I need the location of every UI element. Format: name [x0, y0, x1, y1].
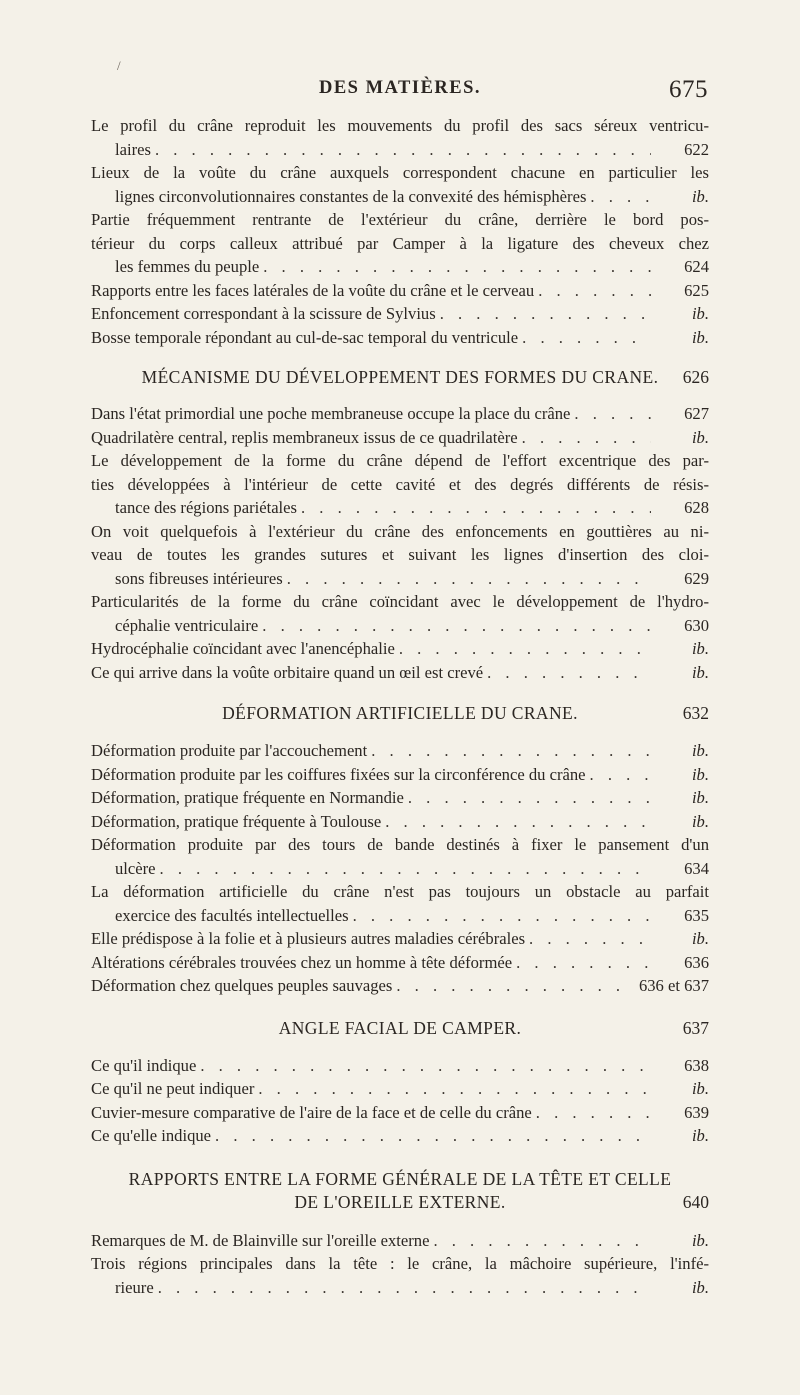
- dot-leader: [440, 302, 651, 326]
- entry-row: [91, 810, 709, 834]
- entry-line: céphalie ventriculaire: [115, 615, 259, 635]
- entry-line: térieur du corps calleux attribué par Camper à la ligature des cheveux chez: [91, 233, 709, 253]
- entry-group-2: [91, 402, 709, 684]
- entry-line: rieure: [115, 1277, 154, 1297]
- page-reference: ib.: [691, 1277, 709, 1297]
- toc-entry: [91, 114, 709, 161]
- toc-entry: [91, 590, 709, 637]
- page-reference: ib.: [691, 662, 709, 682]
- toc-entry: [91, 326, 709, 350]
- entry-line: Trois régions principales dans la tête : le crâne, la mâchoire supérieure, l'infé-: [91, 1254, 709, 1273]
- dot-leader: [158, 1276, 651, 1300]
- page-reference: 635: [684, 905, 709, 925]
- entry-row: [91, 302, 709, 326]
- entry-row: [91, 739, 709, 763]
- toc-entry: [91, 1124, 709, 1148]
- page-reference: 630: [684, 615, 709, 635]
- entry-line: Ce qu'elle indique: [91, 1126, 212, 1145]
- page-reference: ib.: [691, 764, 709, 784]
- toc-entry: [91, 302, 709, 326]
- running-title: DES MATIÈRES.: [318, 78, 482, 98]
- entry-line: Ce qui arrive dans la voûte orbitaire quand un œil est crevé: [91, 662, 484, 682]
- dot-leader: [516, 951, 651, 975]
- dot-leader: [258, 1077, 651, 1101]
- entry-line: tance des régions pariétales: [115, 498, 297, 517]
- dot-leader: [262, 614, 651, 638]
- entry-row: [91, 1054, 709, 1078]
- toc-entry: [91, 810, 709, 834]
- entry-row: [91, 763, 709, 787]
- entry-line: lignes circonvolutionnaires constantes de la convexité des hémisphères: [115, 186, 587, 206]
- section-page: 626: [682, 367, 709, 387]
- page-reference: 636: [684, 952, 709, 972]
- dot-leader: [536, 1101, 651, 1125]
- toc-entry: [91, 763, 709, 787]
- dot-leader: [155, 138, 651, 162]
- entry-line: La déformation artificielle du crâne n'est pas toujours un obstacle au parfait: [91, 882, 709, 901]
- page-reference: 639: [684, 1102, 709, 1122]
- toc-entry: [91, 279, 709, 303]
- toc-entry: [91, 520, 709, 591]
- page-reference: 629: [684, 568, 709, 588]
- entry-last-line: [91, 255, 709, 279]
- dot-leader: [160, 857, 651, 881]
- toc-entry: [91, 880, 709, 927]
- section-heading-mecanisme: [91, 367, 709, 388]
- dot-leader: [522, 426, 651, 450]
- entry-line: Ce qu'il indique: [91, 1055, 197, 1075]
- page-reference: ib.: [691, 741, 709, 760]
- section-title-line-2: DE L'OREILLE EXTERNE.: [294, 1191, 506, 1212]
- entry-last-line: [91, 1276, 709, 1300]
- page-reference: ib.: [691, 1126, 709, 1145]
- dot-leader: [371, 739, 651, 763]
- entry-line: laires: [115, 139, 151, 159]
- page-reference: ib.: [691, 304, 709, 323]
- toc-entry: [91, 426, 709, 450]
- toc-entry: [91, 951, 709, 975]
- toc-entry: [91, 402, 709, 426]
- toc-entry: [91, 786, 709, 810]
- entry-row: [91, 1229, 709, 1253]
- toc-entry: [91, 927, 709, 951]
- section-heading-deformation: [91, 703, 709, 724]
- entry-line: Ce qu'il ne peut indiquer: [91, 1079, 255, 1098]
- page-reference: 634: [684, 858, 709, 878]
- entry-line: Bosse temporale répondant au cul-de-sac temporal du ventricule: [91, 327, 519, 347]
- entry-group-1: [91, 114, 709, 349]
- entry-line: exercice des facultés intellectuelles: [115, 905, 349, 925]
- dot-leader: [529, 927, 651, 951]
- entry-row: [91, 326, 709, 350]
- entry-last-line: [91, 567, 709, 591]
- toc-entry: [91, 637, 709, 661]
- dot-leader: [301, 496, 651, 520]
- entry-line: Altérations cérébrales trouvées chez un homme à tête déformée: [91, 952, 513, 972]
- toc-entry: [91, 661, 709, 685]
- margin-mark: /: [117, 58, 121, 73]
- toc-entry: [91, 739, 709, 763]
- dot-leader: [487, 661, 651, 685]
- running-header: [0, 76, 800, 108]
- entry-row: [91, 637, 709, 661]
- entry-last-line: [91, 614, 709, 638]
- entry-line: Hydrocéphalie coïncidant avec l'anencéphalie: [91, 639, 395, 658]
- dot-leader: [399, 637, 651, 661]
- page-reference: 638: [684, 1055, 709, 1075]
- toc-entry: [91, 1101, 709, 1125]
- entry-line: Déformation produite par les coiffures fixées sur la circonférence du crâne: [91, 764, 586, 784]
- page-reference: ib.: [691, 811, 709, 831]
- dot-leader: [538, 279, 651, 303]
- entry-line: sons fibreuses intérieures: [115, 568, 283, 588]
- section-heading-rapports: [91, 1168, 709, 1214]
- entry-row: [91, 661, 709, 685]
- entry-group-4: [91, 1054, 709, 1148]
- page-reference: 624: [684, 257, 709, 276]
- toc-entry: [91, 1252, 709, 1299]
- toc-entry: [91, 833, 709, 880]
- entry-line: Déformation produite par l'accouchement: [91, 741, 368, 760]
- entry-line: Enfoncement correspondant à la scissure de Sylvius: [91, 304, 436, 323]
- entry-line: les femmes du peuple: [115, 257, 260, 276]
- section-heading-angle-facial: [91, 1018, 709, 1039]
- page-reference: 622: [684, 139, 709, 159]
- entry-row: [91, 402, 709, 426]
- entry-line: On voit quelquefois à l'extérieur du crâne des enfoncements en gouttières au ni-: [91, 521, 709, 541]
- entry-line: Le développement de la forme du crâne dépend de l'effort excentrique des par-: [91, 451, 709, 470]
- page-reference: ib.: [691, 427, 709, 447]
- entry-row: [91, 951, 709, 975]
- dot-leader: [287, 567, 651, 591]
- dot-leader: [200, 1054, 651, 1078]
- entry-row: [91, 927, 709, 951]
- section-title-line-1: RAPPORTS ENTRE LA FORME GÉNÉRALE DE LA TÊTE ET CELLE: [128, 1168, 672, 1189]
- entry-line: Dans l'état primordial une poche membraneuse occupe la place du crâne: [91, 404, 571, 423]
- entry-line: Cuvier-mesure comparative de l'aire de la face et de celle du crâne: [91, 1102, 532, 1122]
- entry-line: ties développées à l'intérieur de cette cavité et des degrés différents de résis-: [91, 474, 709, 494]
- page-reference: 627: [684, 404, 709, 423]
- entry-row: [91, 786, 709, 810]
- entry-row: [91, 1124, 709, 1148]
- dot-leader: [408, 786, 651, 810]
- toc-entry: [91, 449, 709, 520]
- dot-leader: [263, 255, 651, 279]
- page-reference: ib.: [691, 1079, 709, 1098]
- entry-line: Déformation chez quelques peuples sauvages: [91, 976, 393, 995]
- page-reference: ib.: [691, 186, 709, 206]
- dot-leader: [522, 326, 651, 350]
- entry-line: Déformation, pratique fréquente en Normandie: [91, 788, 404, 807]
- toc-entry: [91, 208, 709, 279]
- dot-leader: [590, 763, 651, 787]
- page-reference: ib.: [691, 929, 709, 948]
- section-title: MÉCANISME DU DÉVELOPPEMENT DES FORMES DU CRANE.: [141, 367, 659, 387]
- entry-row: [91, 426, 709, 450]
- entry-group-3: [91, 739, 709, 998]
- entry-line: Partie fréquemment rentrante de l'extérieur du crâne, derrière le bord pos-: [91, 210, 709, 229]
- entry-last-line: [91, 138, 709, 162]
- page-reference: ib.: [691, 639, 709, 658]
- page-reference: 636 et 637: [638, 976, 709, 995]
- toc-entry: [91, 161, 709, 208]
- section-title: ANGLE FACIAL DE CAMPER.: [278, 1017, 522, 1038]
- entry-last-line: [91, 857, 709, 881]
- entry-line: Elle prédispose à la folie et à plusieurs autres maladies cérébrales: [91, 929, 526, 948]
- entry-row: [91, 279, 709, 303]
- entry-line: veau de toutes les grandes sutures et suivant les lignes d'insertion des cloi-: [91, 545, 709, 564]
- entry-group-5: [91, 1229, 709, 1300]
- entry-last-line: [91, 496, 709, 520]
- entry-line: Lieux de la voûte du crâne auxquels correspondent chacune en particulier les: [91, 163, 709, 182]
- dot-leader: [590, 185, 651, 209]
- page-reference: 625: [684, 280, 709, 300]
- entry-line: Déformation produite par des tours de bande destinés à fixer le pansement d'un: [91, 835, 709, 854]
- section-page: 632: [682, 703, 709, 723]
- entry-line: Rapports entre les faces latérales de la voûte du crâne et le cerveau: [91, 280, 535, 300]
- entry-row: [91, 974, 709, 998]
- dot-leader: [385, 810, 651, 834]
- section-page: 637: [682, 1017, 709, 1038]
- toc-entry: [91, 1054, 709, 1078]
- page-reference: ib.: [691, 788, 709, 807]
- page-reference: 628: [684, 498, 709, 517]
- page-reference: ib.: [691, 1230, 709, 1250]
- entry-line: Remarques de M. de Blainville sur l'oreille externe: [91, 1230, 430, 1250]
- dot-leader: [574, 402, 651, 426]
- page-number: 675: [669, 76, 708, 103]
- entry-row: [91, 1101, 709, 1125]
- entry-line: Le profil du crâne reproduit les mouvements du profil des sacs séreux ventricu-: [91, 116, 709, 135]
- section-page: 640: [682, 1191, 709, 1212]
- entry-line: Particularités de la forme du crâne coïncidant avec le développement de l'hydro-: [91, 592, 709, 611]
- dot-leader: [396, 974, 633, 998]
- dot-leader: [433, 1229, 651, 1253]
- section-title: DÉFORMATION ARTIFICIELLE DU CRANE.: [222, 703, 578, 723]
- entry-line: ulcère: [115, 858, 156, 878]
- toc-entry: [91, 1077, 709, 1101]
- entry-row: [91, 1077, 709, 1101]
- dot-leader: [353, 904, 651, 928]
- entry-line: Quadrilatère central, replis membraneux issus de ce quadrilatère: [91, 427, 518, 447]
- entry-last-line: [91, 185, 709, 209]
- table-of-contents: [91, 114, 709, 1299]
- toc-entry: [91, 974, 709, 998]
- dot-leader: [215, 1124, 651, 1148]
- page-reference: ib.: [691, 327, 709, 347]
- entry-last-line: [91, 904, 709, 928]
- toc-entry: [91, 1229, 709, 1253]
- entry-line: Déformation, pratique fréquente à Toulouse: [91, 811, 382, 831]
